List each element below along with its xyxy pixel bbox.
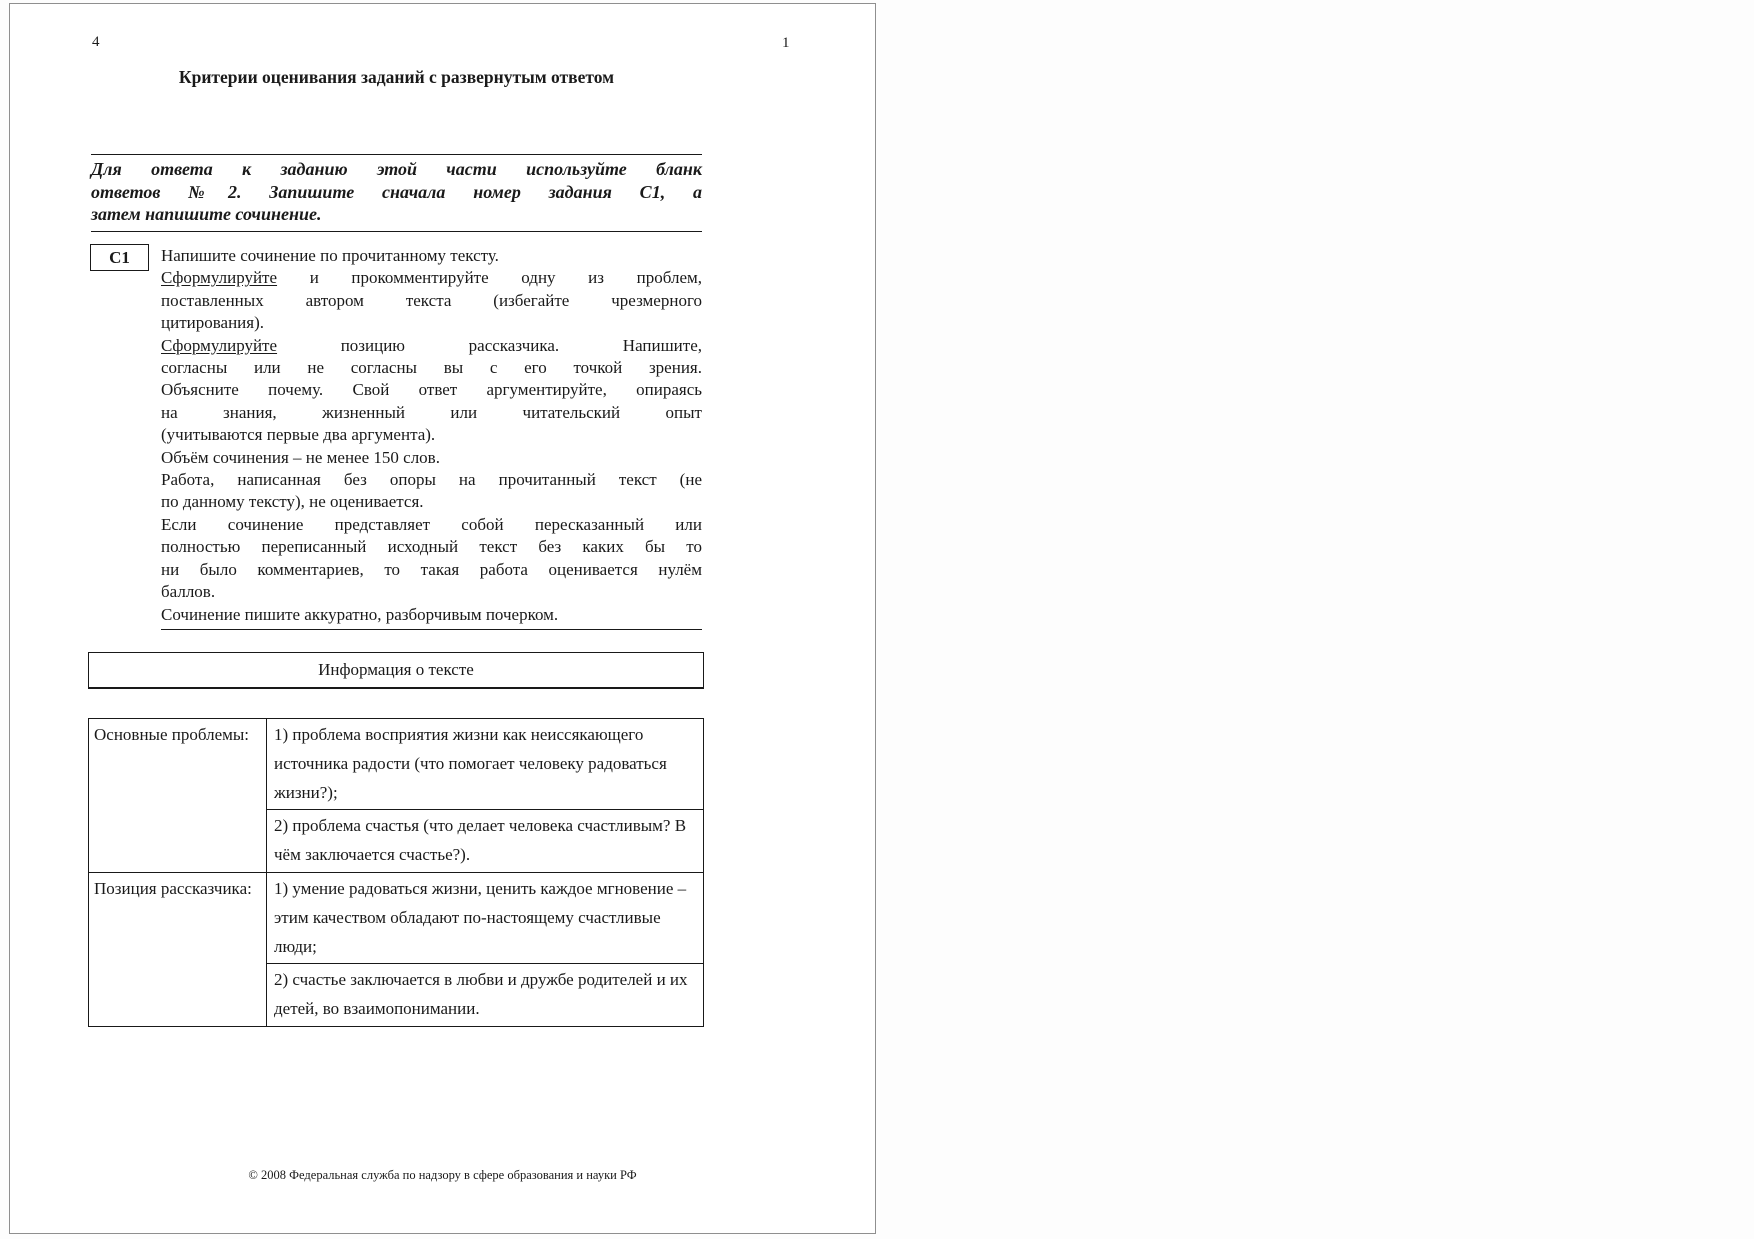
instruction-line: Для ответа к заданию этой части используйте бланк xyxy=(91,159,702,179)
underlined-term: Сформулируйте xyxy=(161,335,278,355)
document-page xyxy=(9,3,876,1234)
problems-item-cell: 2) проблема счастья (что делает человека счастливым? В чём заключается счастье?). xyxy=(267,810,704,873)
page-number-right: 1 xyxy=(782,35,790,51)
task-line: полностью переписанный исходный текст без каких бы то xyxy=(161,537,702,557)
task-line: Если сочинение представляет собой пересказанный или xyxy=(161,514,702,534)
task-line: по данному тексту), не оценивается. xyxy=(161,492,424,512)
position-item-cell: 2) счастье заключается в любви и дружбе родителей и их детей, во взаимопонимании. xyxy=(267,964,704,1027)
footer-copyright: © 2008 Федеральная служба по надзору в сфере образования и науки РФ xyxy=(248,1168,637,1182)
text-info-table xyxy=(88,718,704,1027)
problems-item-cell: 1) проблема восприятия жизни как неиссякающего источника радости (что помогает человеку радоваться жизни?); xyxy=(267,719,704,810)
position-label-cell: Позиция рассказчика: xyxy=(89,872,267,1026)
info-table-header-box xyxy=(88,652,704,689)
task-line: ни было комментариев, то такая работа оценивается нулём xyxy=(161,559,702,579)
position-item-cell: 1) умение радоваться жизни, ценить каждое мгновение – этим качеством обладают по-настоящему счастливые люди; xyxy=(267,872,704,963)
table-row xyxy=(89,872,704,963)
task-line: баллов. xyxy=(161,582,216,602)
task-text-block xyxy=(161,243,702,630)
table-row xyxy=(89,719,704,810)
task-line: Сочинение пишите аккуратно, разборчивым почерком. xyxy=(161,604,559,624)
task-line: Напишите сочинение по прочитанному тексту. xyxy=(161,246,499,265)
task-line: поставленных автором текста (избегайте чрезмерного xyxy=(161,290,702,310)
info-table-header-text: Информация о тексте xyxy=(318,660,474,679)
task-line: Сформулируйте позицию рассказчика. Напишите, xyxy=(161,335,702,355)
task-line: (учитываются первые два аргумента). xyxy=(161,425,436,445)
task-line: Объём сочинения – не менее 150 слов. xyxy=(161,447,440,467)
page-title: Критерии оценивания заданий с развернутым ответом xyxy=(178,67,615,87)
task-line: цитирования). xyxy=(161,313,264,333)
instruction-line: затем напишите сочинение. xyxy=(91,204,322,224)
instruction-line: ответов №2. Запишите сначала номер задания С1, а xyxy=(91,181,702,202)
task-line: Работа, написанная без опоры на прочитанный текст (не xyxy=(161,470,702,490)
instruction-note xyxy=(91,154,702,232)
task-line: Сформулируйте и прокомментируйте одну из проблем, xyxy=(161,268,702,288)
problems-label-cell: Основные проблемы: xyxy=(89,719,267,873)
task-line: согласны или не согласны вы с его точкой зрения. xyxy=(161,358,702,378)
task-label-box: С1 xyxy=(90,244,149,271)
task-line: на знания, жизненный или читательский опыт xyxy=(161,402,702,422)
page-number-left: 4 xyxy=(92,34,100,50)
underlined-term: Сформулируйте xyxy=(161,268,278,288)
task-line: Объясните почему. Свой ответ аргументируйте, опираясь xyxy=(161,380,702,400)
